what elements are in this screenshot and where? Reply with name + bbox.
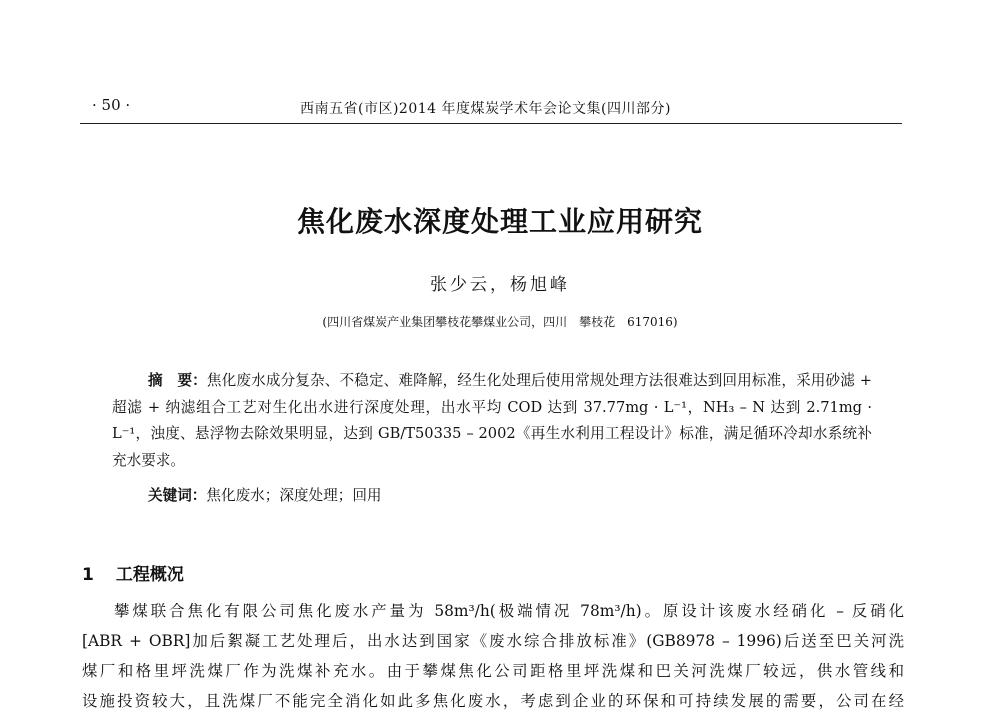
header-rule	[80, 123, 902, 124]
section-number: 1	[82, 565, 94, 585]
abstract-label: 摘 要：	[148, 372, 207, 389]
keywords-text: 焦化废水；深度处理；回用	[206, 487, 382, 504]
running-header: 西南五省(市区)2014 年度煤炭学术年会论文集(四川部分)	[300, 101, 671, 117]
keywords	[148, 484, 382, 505]
section-body	[82, 596, 904, 716]
body-line: 设施投资较大，且洗煤厂不能完全消化如此多焦化废水，考虑到企业的环保和可持续发展的需要，公司在经	[82, 692, 904, 710]
body-line: 攀煤联合焦化有限公司焦化废水产量为 58m³/h(极端情况 78m³/h)。原设计该废水经硝化 – 反硝化	[114, 602, 904, 620]
keywords-label: 关键词：	[148, 487, 207, 504]
page-number: · 50 ·	[92, 96, 131, 114]
abstract	[112, 368, 872, 474]
abstract-text: 焦化废水成分复杂、不稳定、难降解，经生化处理后使用常规处理方法很难达到回用标准，采用砂滤 + 超滤 + 纳滤组合工艺对生化出水进行深度处理，出水平均 COD 达到 37.77mg · L⁻¹，NH₃ – N 达到 2.71mg · L⁻¹，浊度、悬浮物去除效果明显，达到 GB/T50335 – 2002《再生水利用工程设计》标准，满足循环冷却水系统补充水要求。	[112, 372, 872, 469]
paper-title: 焦化废水深度处理工业应用研究	[296, 205, 703, 238]
body-line: 煤厂和格里坪洗煤厂作为洗煤补充水。由于攀煤焦化公司距格里坪洗煤和巴关河洗煤厂较远，供水管线和	[82, 662, 904, 680]
affiliation: (四川省煤炭产业集团攀枝花攀煤业公司，四川 攀枝花 617016)	[322, 315, 678, 329]
authors: 张少云，杨旭峰	[430, 275, 570, 295]
section-heading	[82, 560, 184, 585]
body-line: [ABR + OBR]加后絮凝工艺处理后，出水达到国家《废水综合排放标准》(GB8978 – 1996)后送至巴关河洗	[82, 632, 904, 650]
section-title: 工程概况	[115, 565, 184, 585]
